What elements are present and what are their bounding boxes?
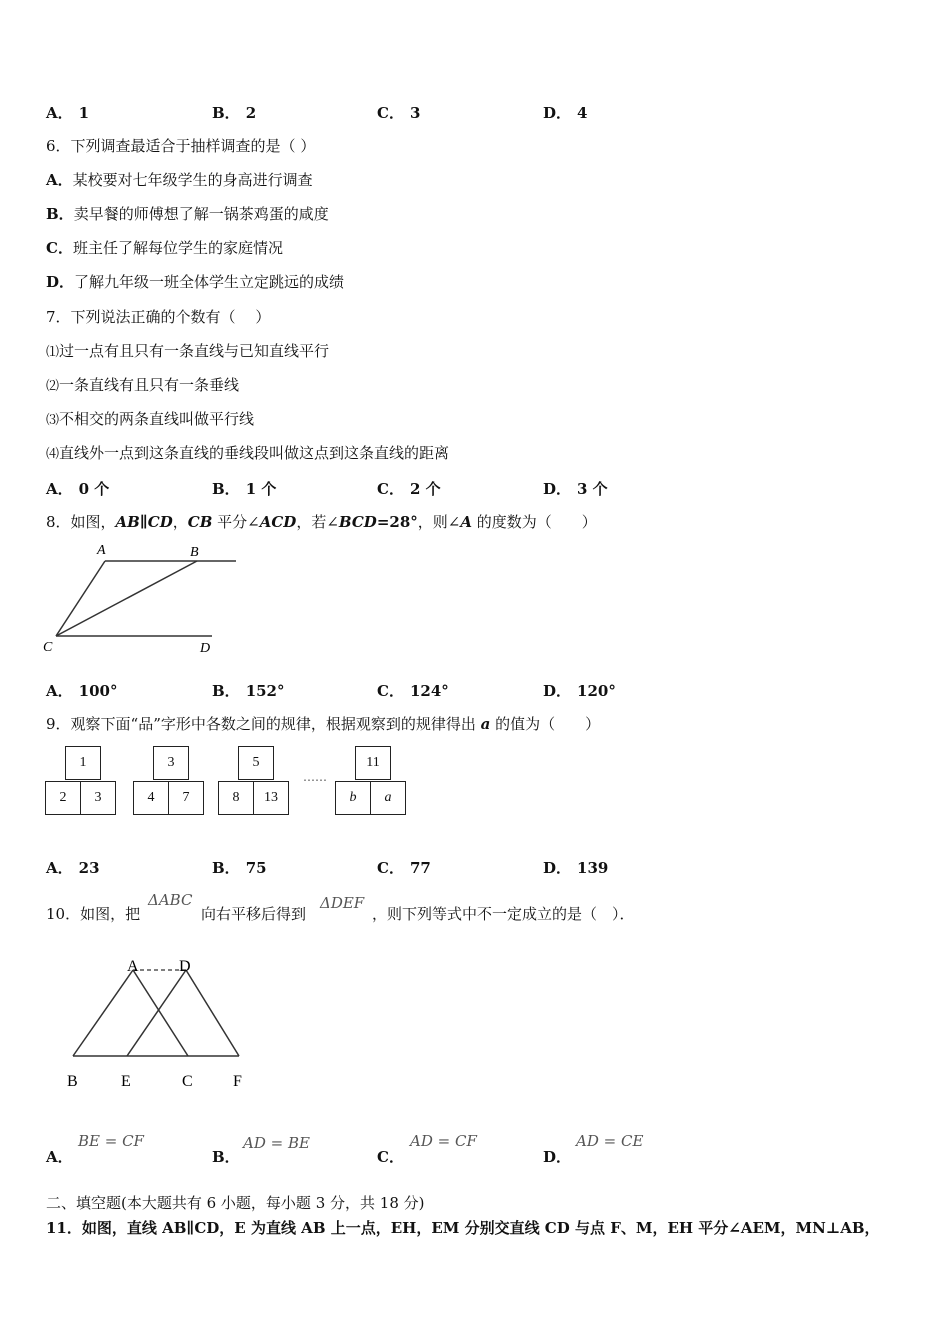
q9-group4-right: a	[370, 781, 406, 815]
q9-choice-a[interactable]: A． 23	[46, 859, 100, 877]
q10-line-df	[186, 970, 239, 1056]
q9-group2-top: 3	[153, 746, 189, 780]
q8-label-c: C	[43, 640, 53, 655]
q9-group2-right: 7	[168, 781, 204, 815]
q8-line-ac	[56, 561, 105, 636]
q6-option-d[interactable]: D．了解九年级一班全体学生立定跳远的成绩	[46, 273, 345, 291]
q9-choices	[46, 857, 726, 879]
q5-choice-b[interactable]: B． 2	[212, 104, 257, 122]
q10-choice-c-label[interactable]: C．	[377, 1148, 404, 1166]
q10-label-f: F	[233, 1073, 242, 1090]
q5-choice-d[interactable]: D． 4	[543, 104, 588, 122]
q6-stem: 6．下列调查最适合于抽样调查的是（ ）	[46, 137, 316, 155]
q9-stem: 9．观察下面“品”字形中各数之间的规律，根据观察到的规律得出 a 的值为（ ）	[46, 715, 601, 733]
q8-line-bc	[56, 561, 197, 636]
q7-statement-4: ⑷直线外一点到这条直线的垂线段叫做这点到这条直线的距离	[46, 444, 450, 462]
q7-statement-2: ⑵一条直线有且只有一条垂线	[46, 376, 240, 394]
q6-option-b[interactable]: B．卖早餐的师傅想了解一锅茶鸡蛋的咸度	[46, 205, 329, 223]
q8-choice-b[interactable]: B． 152°	[212, 682, 285, 700]
q5-choice-c[interactable]: C． 3	[377, 104, 421, 122]
q7-stem: 7．下列说法正确的个数有（ ）	[46, 308, 271, 326]
q10-line-de	[127, 970, 186, 1056]
q8-figure	[40, 540, 250, 660]
q8-choices	[46, 680, 726, 702]
q5-choices	[46, 102, 726, 124]
q6-option-a[interactable]: A．某校要对七年级学生的身高进行调查	[46, 171, 313, 189]
q9-group1-right: 3	[80, 781, 116, 815]
q10-label-a: A	[127, 958, 139, 975]
section2-title: 二、填空题(本大题共有 6 小题，每小题 3 分，共 18 分)	[46, 1194, 425, 1212]
q9-choice-c[interactable]: C． 77	[377, 859, 431, 877]
q7-statement-1: ⑴过一点有且只有一条直线与已知直线平行	[46, 342, 330, 360]
q7-choice-a[interactable]: A． 0 个	[46, 480, 110, 498]
q10-choice-c-value[interactable]: AD = CF	[410, 1132, 477, 1150]
q9-choice-b[interactable]: B． 75	[212, 859, 267, 877]
q10-label-c: C	[182, 1073, 193, 1090]
q8-choice-c[interactable]: C． 124°	[377, 682, 449, 700]
q10-line-ac	[133, 970, 188, 1056]
q9-ellipsis: ……	[303, 770, 327, 784]
q7-choice-b[interactable]: B． 1 个	[212, 480, 277, 498]
q10-triangle-def: ΔDEF	[320, 894, 365, 912]
q10-label-d: D	[179, 958, 191, 975]
q10-choice-b-label[interactable]: B．	[212, 1148, 240, 1166]
q10-stem-mid: 向右平移后得到	[201, 905, 307, 923]
q10-stem-suffix: ，则下列等式中不一定成立的是（ ）．	[372, 905, 635, 923]
q5-choice-a[interactable]: A． 1	[46, 104, 90, 122]
q7-choices	[46, 478, 726, 500]
q6-option-c[interactable]: C．班主任了解每位学生的家庭情况	[46, 239, 283, 257]
q9-choice-d[interactable]: D． 139	[543, 859, 609, 877]
q10-choice-b-value[interactable]: AD = BE	[243, 1134, 310, 1152]
q8-choice-a[interactable]: A． 100°	[46, 682, 118, 700]
q8-label-d: D	[200, 641, 211, 656]
q9-group2-left: 4	[133, 781, 169, 815]
q9-group4-left: b	[335, 781, 371, 815]
q10-choice-d-label[interactable]: D．	[543, 1148, 572, 1166]
q9-group1-top: 1	[65, 746, 101, 780]
q9-group1-left: 2	[45, 781, 81, 815]
q10-triangle-abc: ΔABC	[148, 891, 193, 909]
q10-figure	[55, 950, 265, 1095]
q10-choice-a-value[interactable]: BE = CF	[78, 1132, 144, 1150]
q9-group3-top: 5	[238, 746, 274, 780]
q11-stem: 11．如图，直线 AB∥CD，E 为直线 AB 上一点，EH，EM 分别交直线 CD 与点 F、M，EH 平分∠AEM，MN⊥AB，	[46, 1219, 880, 1237]
q10-choice-a-label[interactable]: A．	[46, 1148, 73, 1166]
q8-choice-d[interactable]: D． 120°	[543, 682, 616, 700]
q9-group3-right: 13	[253, 781, 289, 815]
q10-label-e: E	[121, 1073, 131, 1090]
q7-statement-3: ⑶不相交的两条直线叫做平行线	[46, 410, 255, 428]
q10-line-ab	[73, 970, 133, 1056]
q9-group4-top: 11	[355, 746, 391, 780]
q8-label-b: B	[190, 545, 199, 560]
q7-choice-c[interactable]: C． 2 个	[377, 480, 441, 498]
q10-stem-prefix: 10．如图，把	[46, 905, 141, 923]
q7-choice-d[interactable]: D． 3 个	[543, 480, 608, 498]
q9-group3-left: 8	[218, 781, 254, 815]
q10-choice-d-value[interactable]: AD = CE	[576, 1132, 644, 1150]
q10-label-b: B	[67, 1073, 78, 1090]
q8-stem: 8．如图，AB∥CD，CB 平分∠ACD，若∠BCD=28°，则∠A 的度数为（ ）	[46, 513, 597, 531]
q8-label-a: A	[97, 543, 106, 558]
